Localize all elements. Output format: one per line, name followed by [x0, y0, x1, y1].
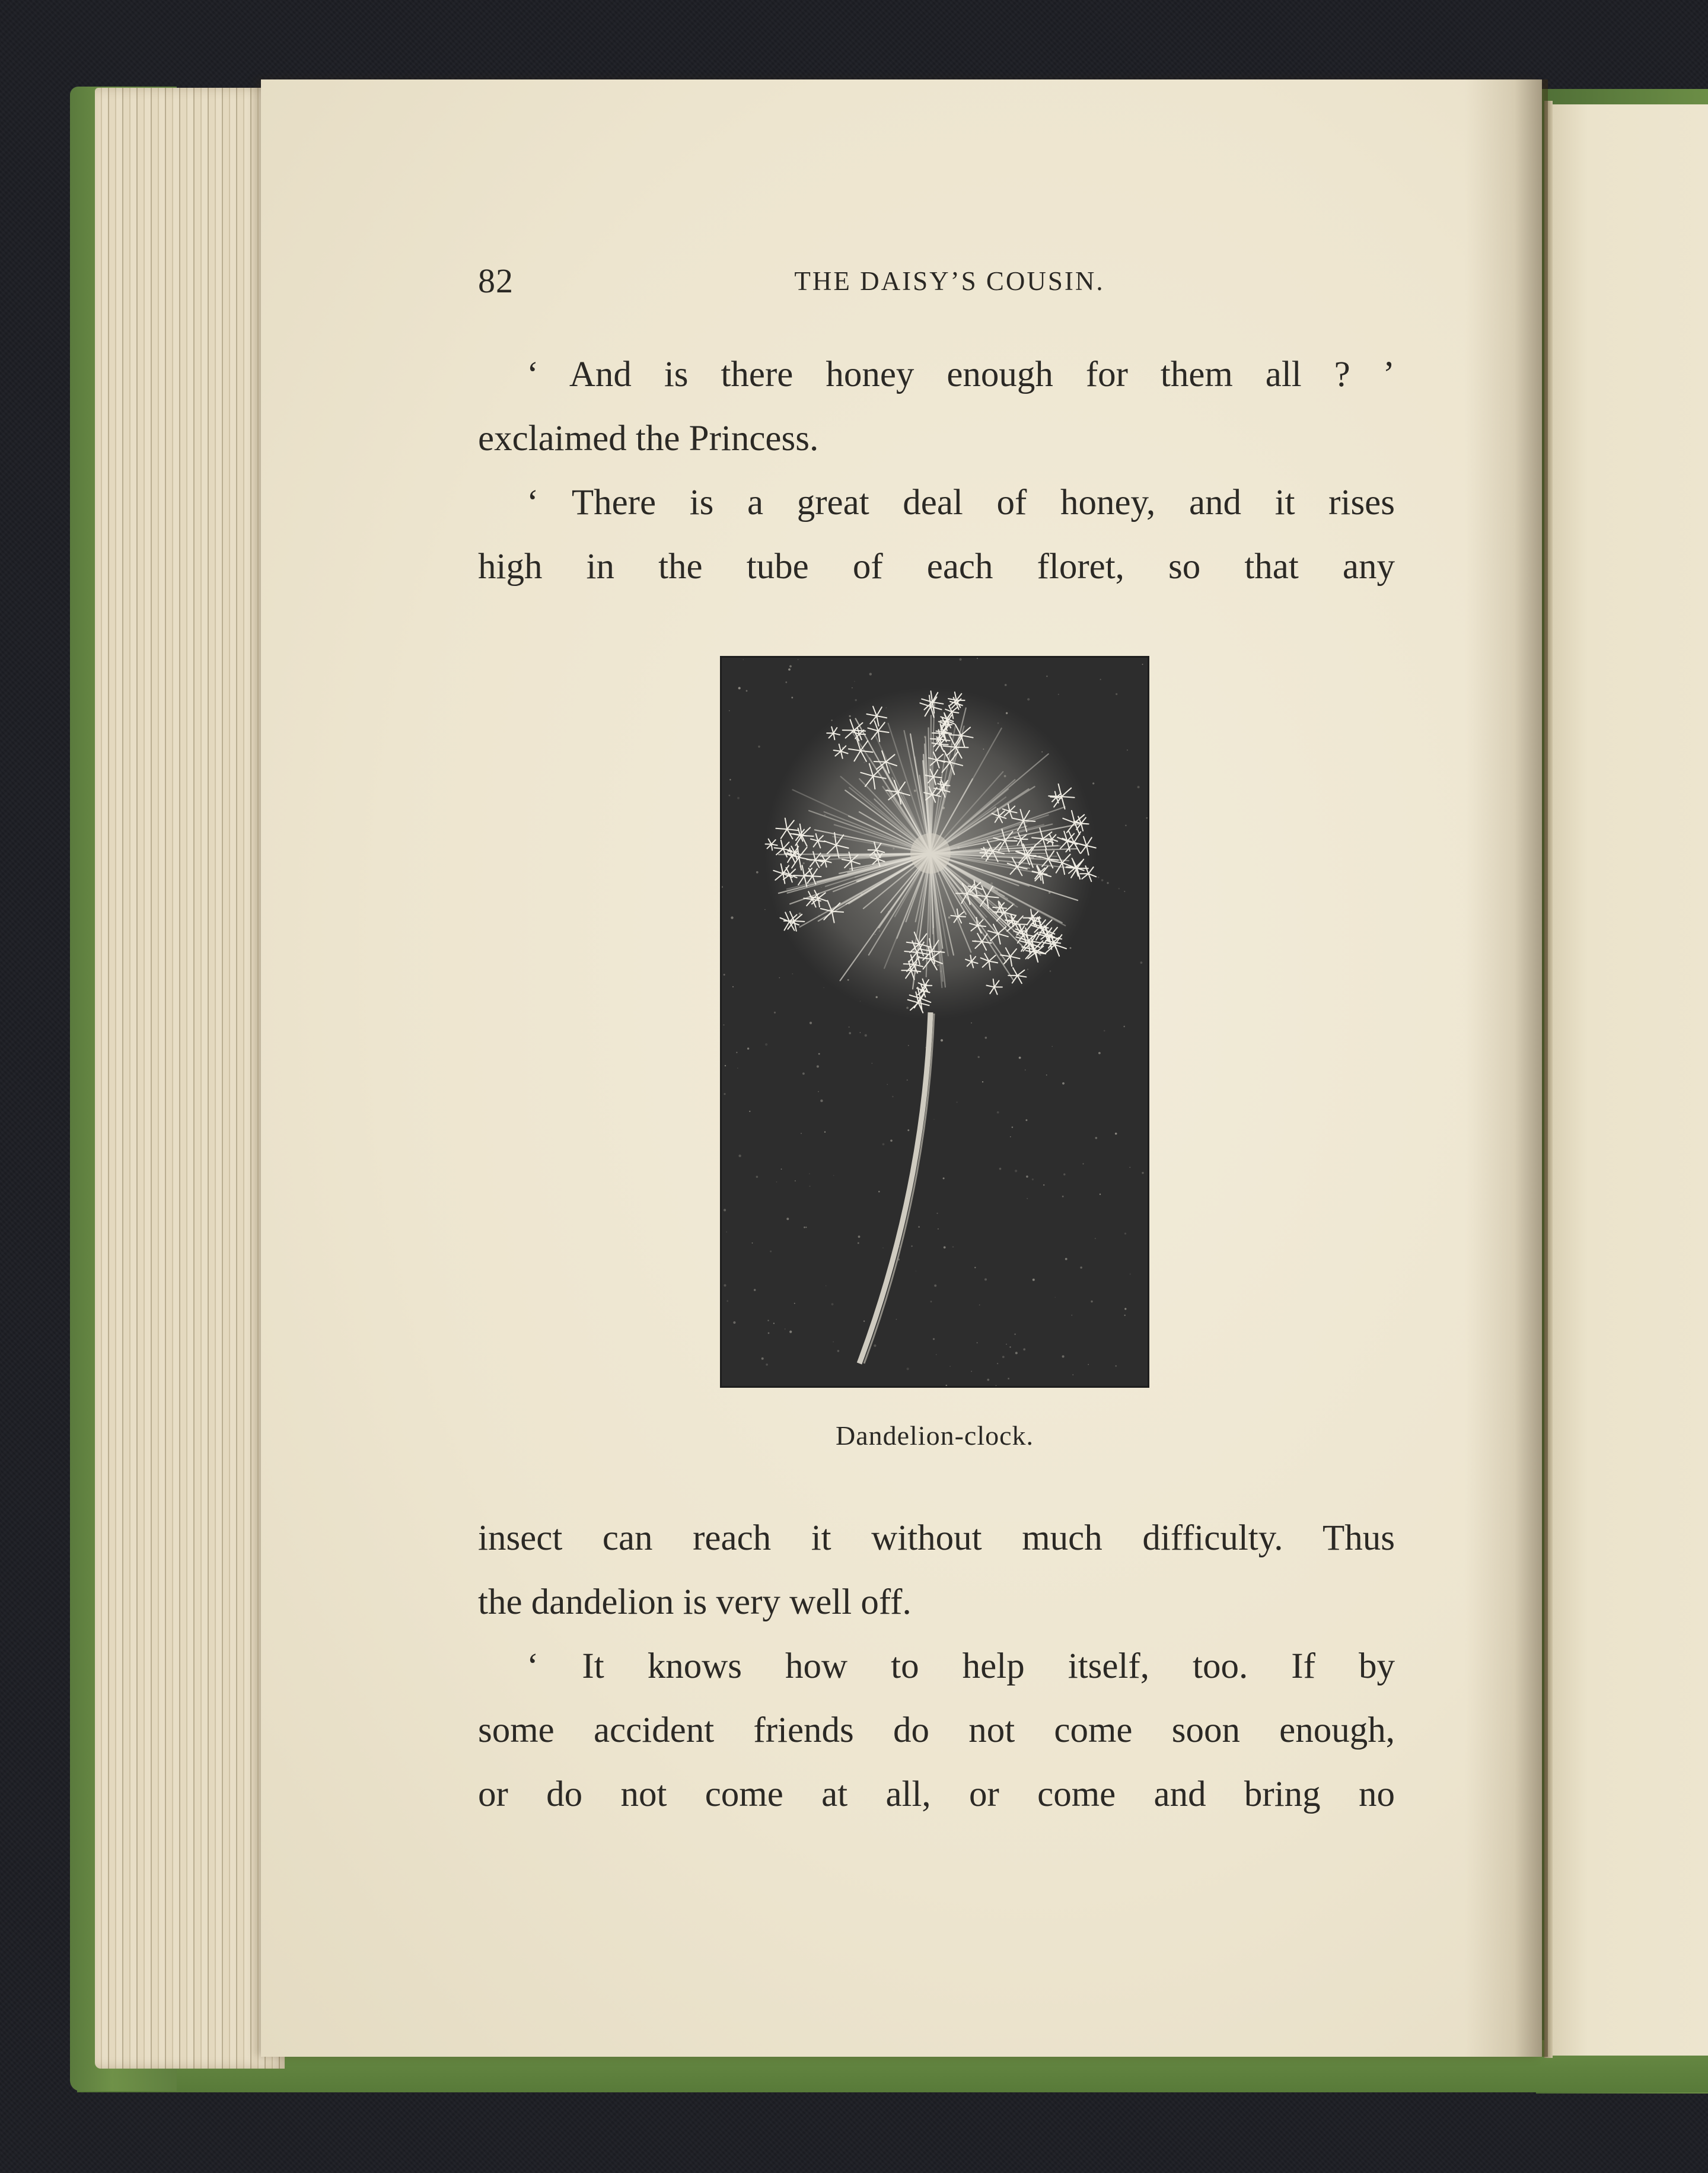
body-text-bottom: [478, 1506, 1395, 1827]
running-title: THE DAISY’S COUSIN.: [794, 266, 1105, 296]
text-line: insect can reach it without much difficulty. Thus: [478, 1518, 1395, 1558]
text-line: the dandelion is very well off.: [478, 1582, 912, 1622]
text-line: ‘ There is a great deal of honey, and it rises: [527, 483, 1395, 522]
running-head: [478, 261, 1391, 302]
text-line: or do not come at all, or come and bring no: [478, 1774, 1395, 1814]
facing-page: [1548, 104, 1708, 2056]
page-number: 82: [478, 262, 514, 300]
dandelion-icon: [722, 658, 1148, 1386]
text-line: some accident friends do not come soon enough,: [478, 1710, 1395, 1750]
figure-caption: Dandelion-clock.: [835, 1420, 1034, 1451]
dandelion-clock-illustration: [720, 656, 1149, 1388]
text-line: ‘ It knows how to help itself, too. If by: [527, 1646, 1395, 1686]
body-text-top: [478, 343, 1395, 599]
text-line: exclaimed the Princess.: [478, 419, 819, 458]
page-gutter-shadow: [1465, 79, 1548, 2057]
text-line: ‘ And is there honey enough for them all ? ’: [527, 355, 1395, 394]
page-edges: [95, 88, 285, 2069]
text-line: high in the tube of each floret, so that any: [478, 547, 1395, 587]
